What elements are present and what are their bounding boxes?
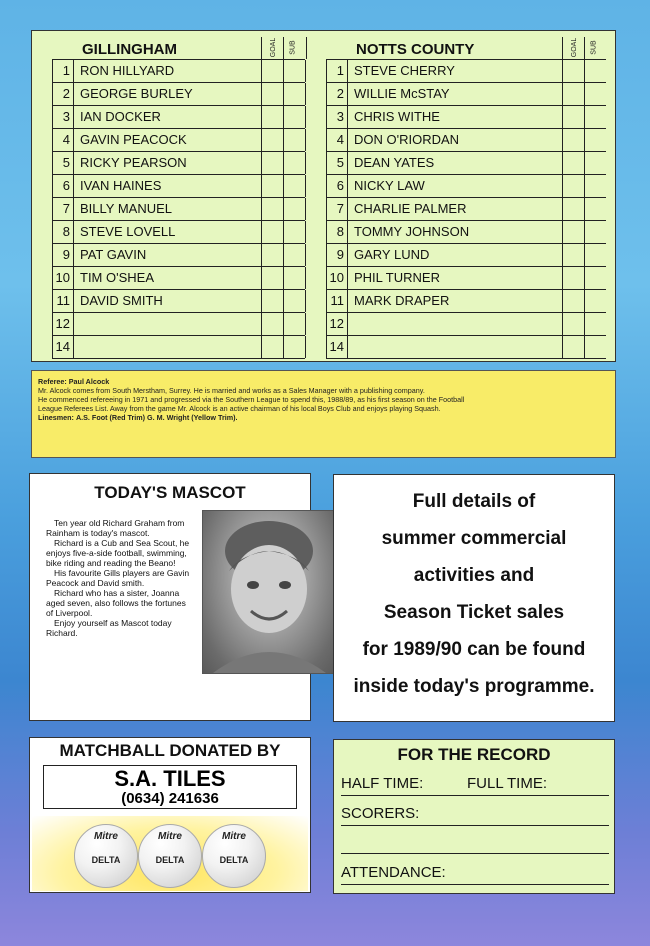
- notice-line: summer commercial: [381, 528, 567, 549]
- full-time-label: FULL TIME:: [467, 775, 548, 792]
- sub-cell: [283, 129, 306, 151]
- player-row: [326, 198, 606, 221]
- player-row: [326, 267, 606, 290]
- player-row: [52, 244, 305, 267]
- goal-cell: [261, 336, 284, 358]
- shirt-number: 2: [326, 83, 348, 105]
- player-row: [52, 290, 305, 313]
- sub-cell: [283, 60, 306, 82]
- column-border: [305, 221, 306, 243]
- player-name: PHIL TURNER: [354, 270, 440, 285]
- player-name: DAVID SMITH: [80, 293, 163, 308]
- sub-cell: [584, 267, 607, 289]
- blank-line: [341, 833, 609, 854]
- mascot-paragraph: Ten year old Richard Graham from Rainham is today's mascot.: [46, 518, 185, 538]
- sub-cell: [283, 221, 306, 243]
- player-name: STEVE LOVELL: [80, 224, 176, 239]
- shirt-number: 11: [52, 290, 74, 312]
- matchball-image: [32, 816, 308, 891]
- shirt-number: 10: [326, 267, 348, 289]
- column-border: [305, 175, 306, 197]
- player-name: DEAN YATES: [354, 155, 435, 170]
- goal-cell: [261, 313, 284, 335]
- player-name: IAN DOCKER: [80, 109, 161, 124]
- player-row: [326, 129, 606, 152]
- shirt-number: 8: [326, 221, 348, 243]
- player-name: GARY LUND: [354, 247, 430, 262]
- player-row: [326, 313, 606, 336]
- player-name: WILLIE McSTAY: [354, 86, 450, 101]
- player-name: CHRIS WITHE: [354, 109, 440, 124]
- mascot-photo: [202, 510, 337, 674]
- sub-cell: [283, 336, 306, 358]
- mascot-paragraph: Enjoy yourself as Mascot today Richard.: [46, 618, 172, 638]
- player-row: [52, 175, 305, 198]
- sub-cell: [584, 244, 607, 266]
- notice-line: Full details of: [412, 491, 536, 512]
- sponsor-phone: (0634) 241636: [121, 790, 219, 807]
- notice-line: inside today's programme.: [353, 676, 595, 697]
- shirt-number: 5: [326, 152, 348, 174]
- goal-cell: [261, 60, 284, 82]
- column-border: [305, 60, 306, 82]
- goal-cell: [261, 129, 284, 151]
- football-icon: Mitre DELTA: [74, 824, 138, 888]
- sub-cell: [584, 60, 607, 82]
- player-row: [326, 106, 606, 129]
- column-border: [305, 198, 306, 220]
- player-row: [326, 175, 606, 198]
- player-name: PAT GAVIN: [80, 247, 147, 262]
- goal-cell: [562, 290, 585, 312]
- goal-column-header: GOAL: [261, 37, 284, 59]
- player-name: BILLY MANUEL: [80, 201, 173, 216]
- notts-county-team-list: [326, 37, 606, 357]
- goal-cell: [261, 244, 284, 266]
- shirt-number: 11: [326, 290, 348, 312]
- shirt-number: 1: [52, 60, 74, 82]
- sub-cell: [584, 221, 607, 243]
- goal-cell: [562, 129, 585, 151]
- player-row: [52, 313, 305, 336]
- shirt-number: 7: [326, 198, 348, 220]
- shirt-number: 10: [52, 267, 74, 289]
- player-row: [52, 198, 305, 221]
- goal-column-header: GOAL: [562, 37, 585, 59]
- referee-text-line: Mr. Alcock comes from South Merstham, Surrey. He is married and works as a Sales Manager with a publishing company.: [38, 386, 425, 395]
- score-line: [341, 775, 609, 796]
- goal-cell: [261, 106, 284, 128]
- sub-cell: [283, 244, 306, 266]
- sponsor-box: [43, 765, 297, 809]
- player-name: MARK DRAPER: [354, 293, 450, 308]
- goal-cell: [562, 175, 585, 197]
- sub-cell: [584, 129, 607, 151]
- shirt-number: 6: [52, 175, 74, 197]
- player-row: [52, 106, 305, 129]
- shirt-number: 9: [52, 244, 74, 266]
- football-icon: Mitre DELTA: [202, 824, 266, 888]
- column-border: [305, 313, 306, 335]
- player-row: [52, 336, 305, 359]
- half-time-label: HALF TIME:: [341, 775, 424, 792]
- player-row: [52, 83, 305, 106]
- player-row: [52, 267, 305, 290]
- sub-column-header: SUB: [283, 37, 307, 59]
- goal-cell: [261, 290, 284, 312]
- gillingham-team-list: [52, 37, 327, 357]
- shirt-number: 3: [326, 106, 348, 128]
- player-row: [326, 336, 606, 359]
- player-name: DON O'RIORDAN: [354, 132, 460, 147]
- team-sheet: [31, 30, 616, 362]
- sub-cell: [584, 106, 607, 128]
- referee-text-line: He commenced refereeing in 1971 and progressed via the Southern League to spend this, 1988/89, as his first season on the Football: [38, 395, 465, 404]
- notts-county-header: [326, 37, 606, 60]
- player-name: IVAN HAINES: [80, 178, 162, 193]
- shirt-number: 14: [326, 336, 348, 358]
- sub-cell: [283, 313, 306, 335]
- player-name: GAVIN PEACOCK: [80, 132, 187, 147]
- sub-cell: [283, 175, 306, 197]
- shirt-number: 2: [52, 83, 74, 105]
- sub-cell: [283, 152, 306, 174]
- player-row: [326, 83, 606, 106]
- referee-info: [31, 370, 616, 458]
- goal-cell: [562, 60, 585, 82]
- mascot-paragraph: His favourite Gills players are Gavin Peacock and David smith.: [46, 568, 190, 588]
- shirt-number: 8: [52, 221, 74, 243]
- mascot-portrait-image: [203, 511, 336, 673]
- shirt-number: 12: [326, 313, 348, 335]
- goal-cell: [562, 83, 585, 105]
- sub-cell: [584, 336, 607, 358]
- sub-cell: [283, 267, 306, 289]
- goal-cell: [562, 313, 585, 335]
- sponsor-name: S.A. TILES: [114, 766, 226, 791]
- sub-cell: [283, 290, 306, 312]
- column-border: [305, 244, 306, 266]
- player-row: [52, 152, 305, 175]
- player-row: [326, 60, 606, 83]
- gillingham-header: [52, 37, 305, 60]
- mascot-paragraph: Richard is a Cub and Sea Scout, he enjoys five-a-side football, swimming, bike riding and reading the Beano!: [46, 538, 190, 568]
- scorers-line: [341, 805, 609, 826]
- mascot-paragraph: Richard who has a sister, Joanna aged seven, also follows the fortunes of Liverpool.: [46, 588, 186, 618]
- player-name: RICKY PEARSON: [80, 155, 187, 170]
- goal-cell: [562, 198, 585, 220]
- sub-column-header: SUB: [584, 37, 607, 59]
- sub-cell: [584, 198, 607, 220]
- shirt-number: 1: [326, 60, 348, 82]
- player-name: CHARLIE PALMER: [354, 201, 467, 216]
- player-row: [326, 221, 606, 244]
- attendance-label: ATTENDANCE:: [341, 864, 446, 881]
- shirt-number: 14: [52, 336, 74, 358]
- football-icon: Mitre DELTA: [138, 824, 202, 888]
- sub-cell: [283, 106, 306, 128]
- notice-line: Season Ticket sales: [383, 602, 565, 623]
- shirt-number: 3: [52, 106, 74, 128]
- column-border: [305, 106, 306, 128]
- player-row: [52, 221, 305, 244]
- goal-cell: [261, 267, 284, 289]
- column-border: [305, 152, 306, 174]
- sub-cell: [283, 198, 306, 220]
- goal-cell: [261, 83, 284, 105]
- shirt-number: 6: [326, 175, 348, 197]
- shirt-number: 7: [52, 198, 74, 220]
- record-title: FOR THE RECORD: [397, 745, 551, 764]
- goal-cell: [562, 267, 585, 289]
- player-row: [326, 152, 606, 175]
- player-name: GEORGE BURLEY: [80, 86, 193, 101]
- goal-cell: [261, 221, 284, 243]
- referee-text-line: League Referees List. Away from the game Mr. Alcock is an active chairman of his local Boys Club and enjoys playing Squash.: [38, 404, 441, 413]
- matchball-title: MATCHBALL DONATED BY: [59, 741, 281, 760]
- player-row: [326, 290, 606, 313]
- column-border: [305, 83, 306, 105]
- goal-cell: [261, 175, 284, 197]
- column-border: [305, 290, 306, 312]
- sub-cell: [283, 83, 306, 105]
- player-name: NICKY LAW: [354, 178, 425, 193]
- commercial-notice: [333, 474, 615, 722]
- goal-cell: [562, 106, 585, 128]
- shirt-number: 5: [52, 152, 74, 174]
- record-panel: [333, 739, 615, 894]
- linesmen-line: Linesmen: A.S. Foot (Red Trim) G. M. Wright (Yellow Trim).: [38, 413, 238, 422]
- sub-cell: [584, 152, 607, 174]
- gillingham-team-name: GILLINGHAM: [82, 41, 177, 58]
- column-border: [305, 129, 306, 151]
- notts-county-team-name: NOTTS COUNTY: [356, 41, 475, 58]
- shirt-number: 9: [326, 244, 348, 266]
- player-name: TOMMY JOHNSON: [354, 224, 470, 239]
- mascot-title: TODAY'S MASCOT: [94, 483, 246, 502]
- notice-line: activities and: [413, 565, 535, 586]
- goal-cell: [562, 336, 585, 358]
- goal-cell: [261, 152, 284, 174]
- mascot-panel: [29, 473, 311, 721]
- notice-line: for 1989/90 can be found: [362, 639, 586, 660]
- shirt-number: 4: [326, 129, 348, 151]
- player-row: [326, 244, 606, 267]
- mascot-description: [46, 518, 192, 638]
- attendance-line: [341, 864, 609, 885]
- goal-cell: [562, 244, 585, 266]
- matchball-panel: [29, 737, 311, 893]
- referee-heading: Referee: Paul Alcock: [38, 377, 110, 386]
- column-border: [305, 267, 306, 289]
- player-name: STEVE CHERRY: [354, 63, 455, 78]
- player-name: TIM O'SHEA: [80, 270, 154, 285]
- goal-cell: [261, 198, 284, 220]
- player-row: [52, 60, 305, 83]
- player-name: RON HILLYARD: [80, 63, 175, 78]
- shirt-number: 12: [52, 313, 74, 335]
- goal-cell: [562, 152, 585, 174]
- goal-cell: [562, 221, 585, 243]
- player-row: [52, 129, 305, 152]
- shirt-number: 4: [52, 129, 74, 151]
- column-border: [305, 336, 306, 358]
- sub-cell: [584, 313, 607, 335]
- sub-cell: [584, 175, 607, 197]
- scorers-label: SCORERS:: [341, 805, 420, 822]
- sub-cell: [584, 290, 607, 312]
- sub-cell: [584, 83, 607, 105]
